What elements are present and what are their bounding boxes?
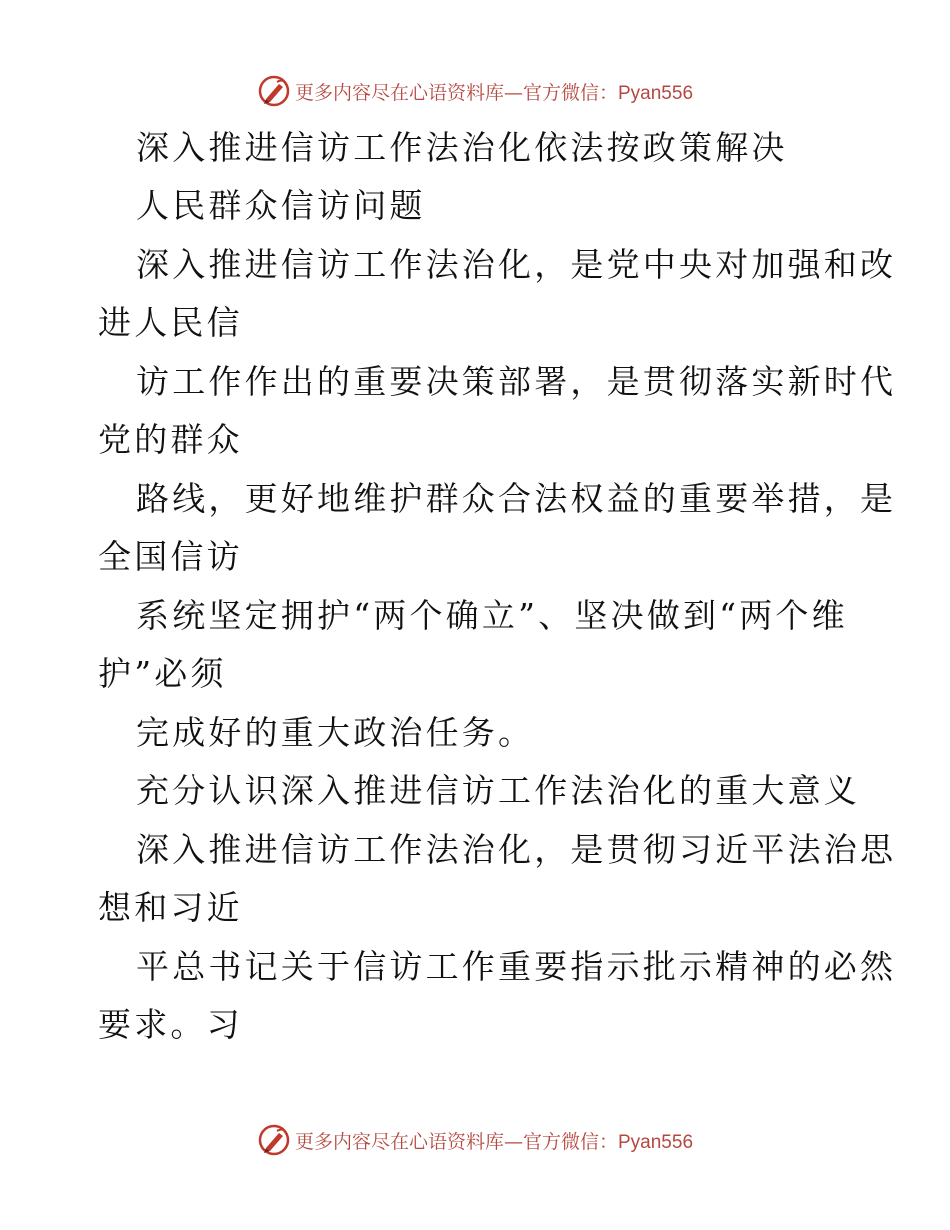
text-line: 全国信访 bbox=[98, 537, 243, 576]
pen-logo-icon bbox=[257, 1123, 291, 1157]
footer-watermark bbox=[0, 1120, 950, 1160]
text-line: 党的群众 bbox=[98, 420, 243, 459]
watermark-wechat-id: Pyan556 bbox=[618, 1131, 694, 1153]
text-line: 系统坚定拥护“两个确立”、坚决做到“两个维 bbox=[136, 596, 848, 635]
text-line: 充分认识深入推进信访工作法治化的重大意义 bbox=[136, 771, 860, 810]
text-line: 平总书记关于信访工作重要指示批示精神的必然 bbox=[136, 947, 897, 986]
text-line: 人民群众信访问题 bbox=[136, 186, 426, 225]
header-watermark bbox=[0, 71, 950, 111]
pen-logo-icon bbox=[257, 74, 291, 108]
watermark-text: 更多内容尽在心语资料库—官方微信：Pyan556 bbox=[294, 1130, 694, 1153]
text-line: 访工作作出的重要决策部署，是贯彻落实新时代 bbox=[136, 362, 897, 401]
watermark-text: 更多内容尽在心语资料库—官方微信：Pyan556 bbox=[294, 81, 694, 104]
text-line: 想和习近 bbox=[98, 888, 243, 927]
text-line: 深入推进信访工作法治化，是党中央对加强和改 bbox=[136, 245, 897, 284]
text-line: 深入推进信访工作法治化，是贯彻习近平法治思 bbox=[136, 830, 897, 869]
text-line: 路线，更好地维护群众合法权益的重要举措，是 bbox=[136, 479, 897, 518]
watermark-wechat-id: Pyan556 bbox=[618, 82, 694, 104]
text-line: 完成好的重大政治任务。 bbox=[136, 713, 535, 752]
text-line: 深入推进信访工作法治化依法按政策解决 bbox=[136, 128, 788, 167]
text-line: 进人民信 bbox=[98, 303, 243, 342]
text-line: 要求。习 bbox=[98, 1005, 243, 1044]
text-line: 护”必须 bbox=[98, 654, 227, 693]
